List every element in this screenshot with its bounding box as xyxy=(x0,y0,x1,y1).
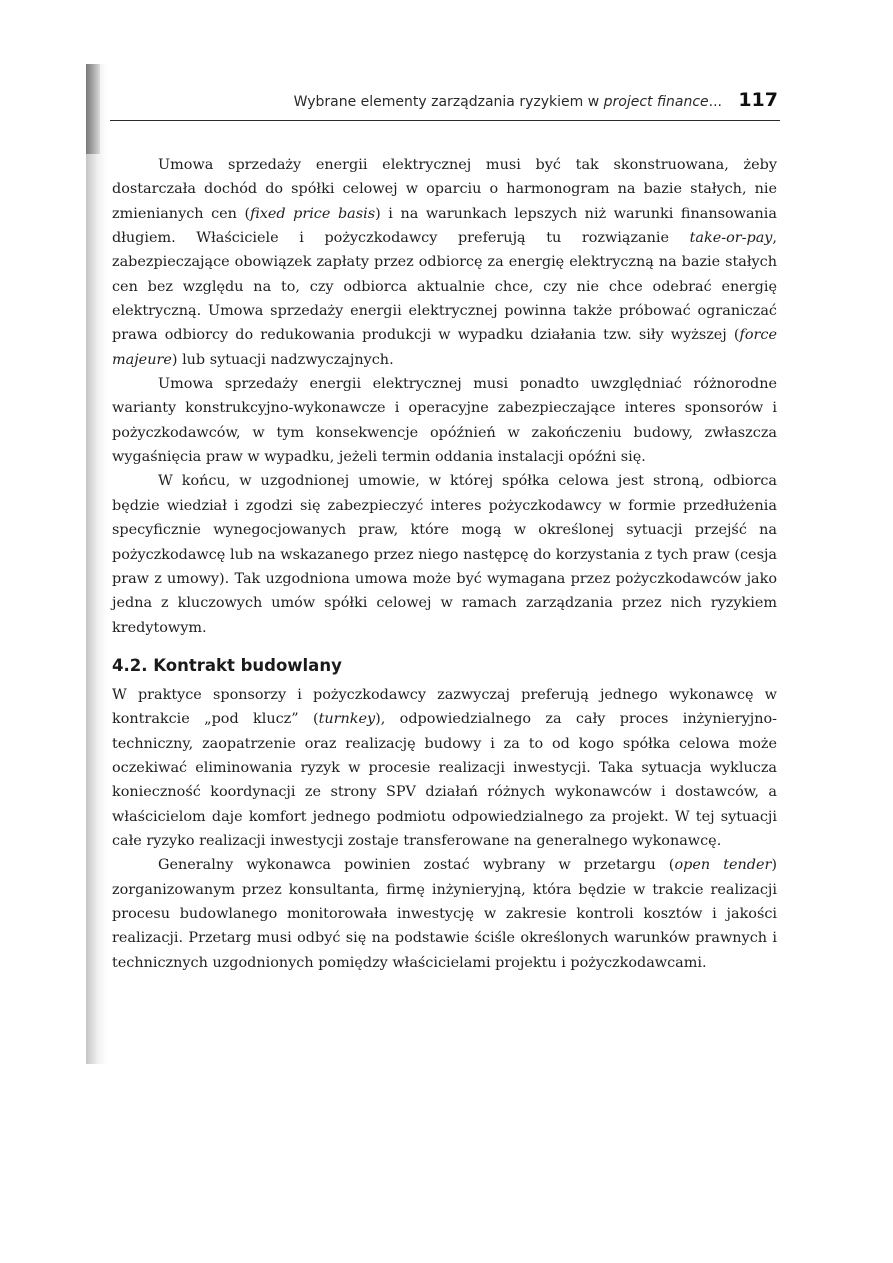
body-paragraph xyxy=(112,469,777,639)
page-number: 117 xyxy=(738,89,778,111)
text-run: ) i na warunkach lepszych niż warunki finansowania długiem. Właściciele i pożyczkodawcy preferują tu rozwiązanie xyxy=(112,205,777,247)
body-paragraph xyxy=(112,683,777,853)
page-header xyxy=(110,89,780,121)
body-paragraph xyxy=(112,853,777,975)
text-run: Umowa sprzedaży energii elektrycznej musi ponadto uwzględniać różnorodne warianty konstrukcyjno-wykonawcze i operacyjne zabezpieczające interes sponsorów i pożyczkodawców, w tym konsekwencje opóźnień w zakończeniu budowy, zwłaszcza wygaśnięcia praw w wypadku, jeżeli termin oddania instalacji opóźni się. xyxy=(112,376,777,466)
running-title-suffix: ... xyxy=(708,94,722,110)
text-run: W praktyce sponsorzy i pożyczkodawcy zazwyczaj preferują jednego wykonawcę w kontrakcie „pod klucz” ( xyxy=(112,686,777,728)
running-title-italic: project finance xyxy=(603,94,709,110)
text-run: , zabezpieczające obowiązek zapłaty przez odbiorcę za energię elektryczną na bazie stałych cen bez względu na to, czy odbiorca aktualnie chce, czy nie chce odebrać energię elektryczną. Umowa sprzedaży energii elektrycznej powinna także próbować ograniczać prawa odbiorcy do redukowania produkcji w wypadku działania tzw. siły wyższej ( xyxy=(112,230,777,344)
scan-shadow xyxy=(86,64,108,1064)
text-run: Umowa sprzedaży energii elektrycznej musi być tak skonstruowana, żeby dostarczała dochód do spółki celowej w oparciu o harmonogram na bazie stałych, nie zmienianych cen ( xyxy=(112,157,777,222)
text-run: W końcu, w uzgodnionej umowie, w której spółka celowa jest stroną, odbiorca będzie wiedział i zgodzi się zabezpieczyć interes pożyczkodawcy w formie przedłużenia specyficznie wynegocjowanych praw, które mogą w określonej sytuacji przejść na pożyczkodawcę lub na wskazanego przez niego następcę do korzystania z tych praw (cesja praw z umowy). Tak uzgodniona umowa może być wymagana przez pożyczkodawców jako jedna z kluczowych umów spółki celowej w ramach zarządzania przez nich ryzykiem kredytowym. xyxy=(112,473,777,636)
italic-term: force majeure xyxy=(112,327,777,368)
body-paragraph xyxy=(112,153,777,372)
text-run: ), odpowiedzialnego za cały proces inżynieryjno-techniczny, zaopatrzenie oraz realizację budowy i za to od kogo spółka celowa może oczekiwać eliminowania ryzyk w procesie realizacji inwestycji. Taka sytuacja wyklucza konieczność koordynacji ze strony SPV działań różnych wykonawców i dostawców, a właścicielom daje komfort jednego podmiotu odpowiedzialnego za projekt. W tej sytuacji całe ryzyko realizacji inwestycji zostaje transferowane na generalnego wykonawcę. xyxy=(112,711,777,849)
text-run: ) lub sytuacji nadzwyczajnych. xyxy=(171,351,394,368)
italic-term: open tender xyxy=(674,857,772,874)
text-run: Generalny wykonawca powinien zostać wybrany w przetargu ( xyxy=(158,857,675,874)
italic-term: fixed price basis xyxy=(250,205,376,222)
body-paragraph xyxy=(112,372,777,469)
text-run: ) zorganizowanym przez konsultanta, firmę inżynieryjną, która będzie w trakcie realizacji procesu budowlanego monitorowała inwestycję w zakresie kontroli kosztów i jakości realizacji. Przetarg musi odbyć się na podstawie ściśle określonych warunków prawnych i technicznych uzgodnionych pomiędzy właścicielami projektu i pożyczkodawcami. xyxy=(112,857,777,971)
section-heading: 4.2. Kontrakt budowlany xyxy=(112,655,342,675)
italic-term: take-or-pay xyxy=(689,230,773,247)
scan-shadow-top xyxy=(86,64,100,154)
running-title xyxy=(294,94,722,110)
running-title-prefix: Wybrane elementy zarządzania ryzykiem w xyxy=(293,94,604,110)
page-body xyxy=(112,153,777,975)
italic-term: turnkey xyxy=(318,711,376,728)
